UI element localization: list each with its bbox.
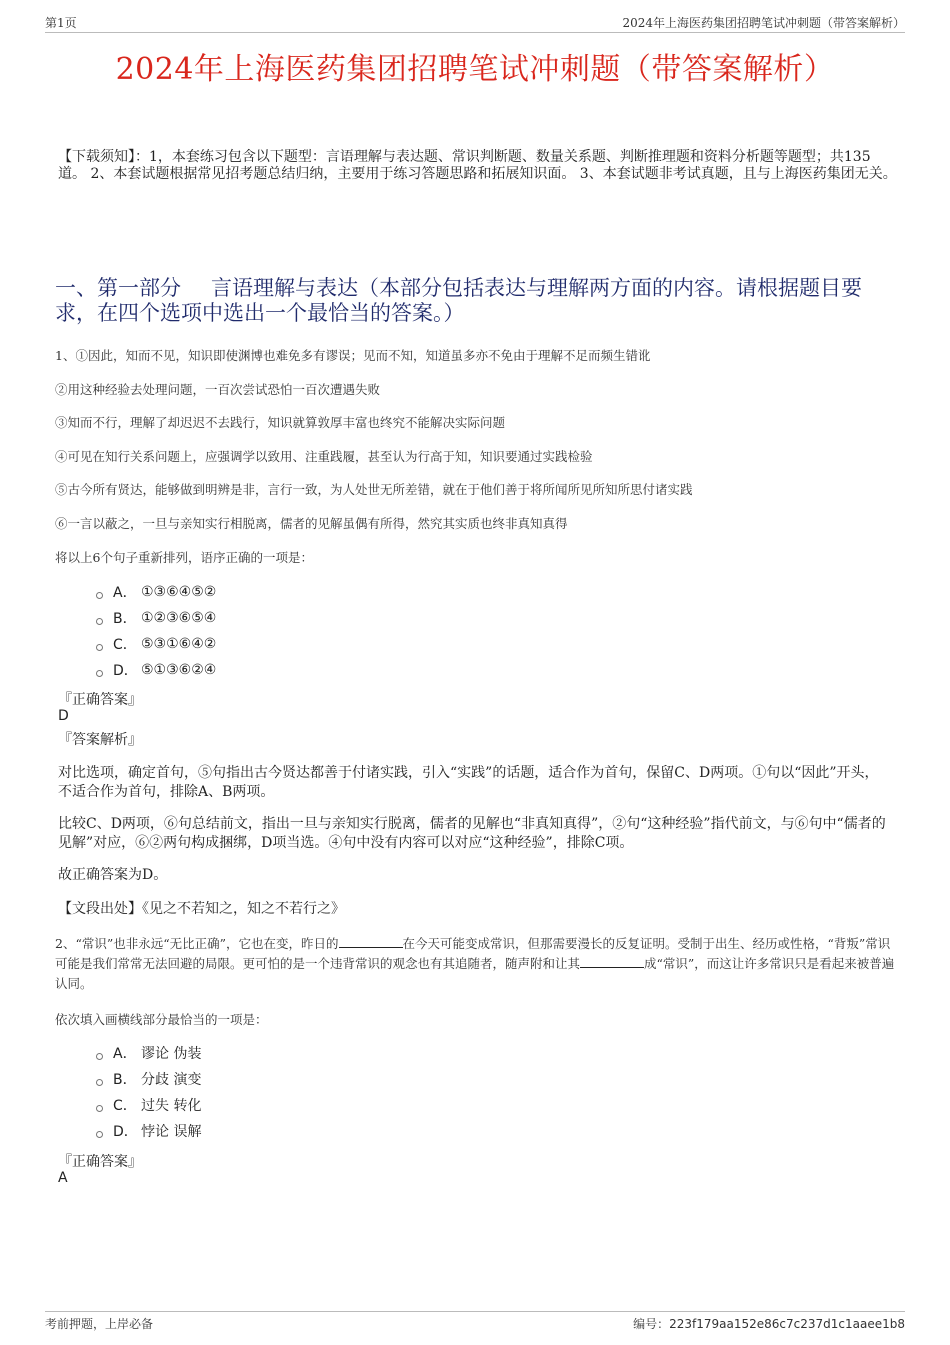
q1-analysis-paragraph: 故正确答案为D。	[58, 867, 168, 883]
q2-stem-part: 在今天可能变成常识，但那需要漫长的反复证明。受制于出生、经历或性格，“背叛”常识可能是我们常常无法回避的局限。更可怕的是一个违背常识的观念也有其追随者，随声附和让其	[55, 936, 891, 971]
radio-icon[interactable]	[96, 1079, 103, 1086]
q1-options	[96, 579, 216, 683]
option-label: A．	[113, 585, 137, 601]
q2-stem-part: 2、“常识”也非永远“无比正确”，它也在变，昨日的	[55, 936, 339, 951]
option-text: 过失 转化	[141, 1098, 202, 1114]
q2-option-c[interactable]	[96, 1092, 201, 1118]
radio-icon[interactable]	[96, 670, 103, 677]
option-text: 悖论 误解	[141, 1124, 202, 1140]
q2-stem	[55, 934, 900, 994]
radio-icon[interactable]	[96, 1053, 103, 1060]
option-text: ①③⑥④⑤②	[141, 584, 217, 600]
q1-source: 【文段出处】《见之不若知之，知之不若行之》	[58, 901, 345, 917]
fill-blank[interactable]	[339, 935, 403, 948]
download-notice: 【下载须知】：1，本套练习包含以下题型：言语理解与表达题、常识判断题、数量关系题、判断推理题和资料分析题等题型；共135道。 2、本套试题根据常见招考题总结归纳，主要用于练习答题思路和拓展知识面。 3、本套试题非考试真题，且与上海医药集团无关。	[58, 149, 897, 182]
footer-code	[633, 1315, 905, 1332]
q1-line: ④可见在知行关系问题上，应强调学以致用、注重践履，甚至认为行高于知，知识要通过实践检验	[55, 449, 593, 464]
page-footer	[45, 1311, 905, 1334]
option-label: D．	[113, 663, 138, 679]
option-text: 分歧 演变	[141, 1072, 202, 1088]
q1-option-b[interactable]	[96, 605, 216, 631]
q2-options	[96, 1040, 201, 1144]
q2-stem-part: 成“常识”，而这让许多常识只是看起来被普遍认同。	[55, 956, 895, 991]
q1-analysis-paragraph: 对比选项，确定首句，⑤句指出古今贤达都善于付诸实践，引入“实践”的话题，适合作为首句，保留C、D两项。①句以“因此”开头，不适合作为首句，排除A、B两项。	[58, 765, 879, 800]
q2-option-b[interactable]	[96, 1066, 201, 1092]
option-label: A．	[113, 1046, 137, 1062]
radio-icon[interactable]	[96, 1131, 103, 1138]
option-text: 谬论 伪装	[141, 1046, 202, 1062]
option-label: C．	[113, 637, 137, 653]
option-label: B．	[113, 1072, 137, 1088]
q2-prompt: 依次填入画横线部分最恰当的一项是：	[55, 1012, 268, 1027]
page-header	[45, 12, 905, 33]
q1-option-d[interactable]	[96, 657, 216, 683]
section-title: 言语理解与表达（本部分包括表达与理解两方面的内容。请根据题目要求，在四个选项中选出一个最恰当的答案。）	[55, 276, 862, 325]
option-label: B．	[113, 611, 137, 627]
option-text: ⑤①③⑥②④	[141, 662, 217, 678]
document-title: 2024年上海医药集团招聘笔试冲刺题（带答案解析）	[115, 52, 835, 87]
option-label: C．	[113, 1098, 137, 1114]
fill-blank[interactable]	[580, 955, 644, 968]
q1-line: ②用这种经验去处理问题，一百次尝试恐怕一百次遭遇失败	[55, 382, 381, 397]
footer-code-value: 223f179aa152e86c7c237d1c1aaee1b8	[669, 1317, 905, 1331]
q1-analysis-paragraph: 比较C、D两项，⑥句总结前文，指出一旦与亲知实行脱离，儒者的见解也“非真知真得”，②句“这种经验”指代前文，与⑥句中“儒者的见解”对应，⑥②两句构成捆绑，D项当选。④句中没有内容可以对应“这种经验”，排除C项。	[58, 816, 886, 851]
radio-icon[interactable]	[96, 618, 103, 625]
q1-answer: D	[58, 708, 69, 724]
q1-line: ⑥一言以蔽之，一旦与亲知实行相脱离，儒者的见解虽偶有所得，然究其实质也终非真知真得	[55, 516, 568, 531]
header-doc-title: 2024年上海医药集团招聘笔试冲刺题（带答案解析）	[622, 16, 905, 30]
q1-option-a[interactable]	[96, 579, 216, 605]
q1-answer-label: 『正确答案』	[58, 692, 142, 708]
footer-slogan: 考前押题，上岸必备	[45, 1317, 154, 1331]
q2-answer: A	[58, 1170, 68, 1186]
q1-line: 1、①因此，知而不见，知识即使渊博也难免多有谬误；见而不知，知道虽多亦不免由于理解不足而频生错讹	[55, 348, 651, 363]
page-number: 第1页	[45, 16, 77, 30]
q1-line: ⑤古今所有贤达，能够做到明辨是非，言行一致，为人处世无所差错，就在于他们善于将所闻所见所知所思付诸实践	[55, 482, 693, 497]
q1-prompt: 将以上6个句子重新排列，语序正确的一项是：	[55, 550, 313, 565]
radio-icon[interactable]	[96, 1105, 103, 1112]
q2-answer-label: 『正确答案』	[58, 1154, 142, 1170]
option-label: D．	[113, 1124, 138, 1140]
radio-icon[interactable]	[96, 644, 103, 651]
q1-line: ③知而不行，理解了却迟迟不去践行，知识就算敦厚丰富也终究不能解决实际问题	[55, 415, 506, 430]
option-text: ⑤③①⑥④②	[141, 636, 217, 652]
section-heading	[55, 276, 895, 326]
q2-option-d[interactable]	[96, 1118, 201, 1144]
option-text: ①②③⑥⑤④	[141, 610, 217, 626]
q1-analysis-label: 『答案解析』	[58, 732, 142, 748]
footer-code-label: 编号：	[633, 1317, 670, 1331]
q1-option-c[interactable]	[96, 631, 216, 657]
section-part: 一、第一部分	[55, 276, 181, 300]
q2-option-a[interactable]	[96, 1040, 201, 1066]
radio-icon[interactable]	[96, 592, 103, 599]
